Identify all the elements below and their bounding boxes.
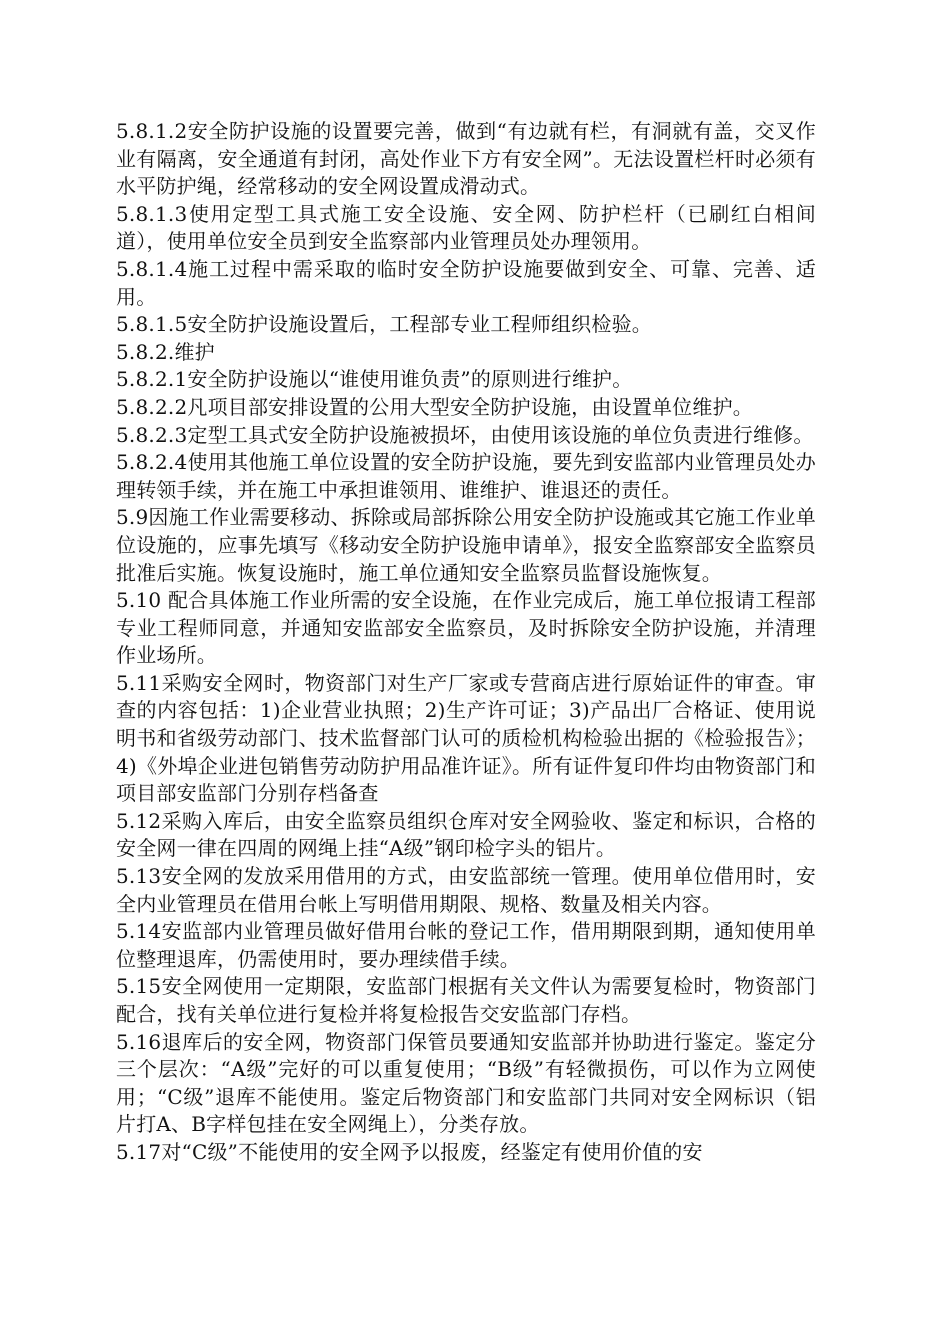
paragraph-5-13: 5.13安全网的发放采用借用的方式，由安监部统一管理。使用单位借用时，安全内业管理员在借用台帐上写明借用期限、规格、数量及相关内容。 [116,864,816,916]
paragraph-5-8-1-5: 5.8.1.5安全防护设施设置后，工程部专业工程师组织检验。 [116,312,652,337]
document-body [116,118,816,1167]
paragraph-5-10: 5.10 配合具体施工作业所需的安全设施，在作业完成后，施工单位报请工程部专业工程师同意，并通知安监部安全监察员，及时拆除安全防护设施，并清理作业场所。 [116,588,816,668]
paragraph-5-14: 5.14安监部内业管理员做好借用台帐的登记工作，借用期限到期，通知使用单位整理退库，仍需使用时，要办理续借手续。 [116,919,816,971]
paragraph-5-8-2-4: 5.8.2.4使用其他施工单位设置的安全防护设施，要先到安监部内业管理员处办理转领手续，并在施工中承担谁领用、谁维护、谁退还的责任。 [116,450,816,502]
paragraph-5-12: 5.12采购入库后，由安全监察员组织仓库对安全网验收、鉴定和标识，合格的安全网一律在四周的网绳上挂“A级”钢印检字头的铝片。 [116,808,816,861]
paragraph-5-8-1-4: 5.8.1.4施工过程中需采取的临时安全防护设施要做到安全、可靠、完善、适用。 [116,256,816,309]
paragraph-5-8-1-3: 5.8.1.3使用定型工具式施工安全设施、安全网、防护栏杆（已刷红白相间道），使用单位安全员到安全监察部内业管理员处办理领用。 [116,201,816,254]
paragraph-5-8-2-2: 5.8.2.2凡项目部安排设置的公用大型安全防护设施，由设置单位维护。 [116,394,753,419]
paragraph-5-16: 5.16退库后的安全网，物资部门保管员要通知安监部并协助进行鉴定。鉴定分三个层次：“A级”完好的可以重复使用；“B级”有轻微损伤，可以作为立网使用；“C级”退库不能使用。鉴定后物资部门和安监部门共同对安全网标识（铝片打A、B字样包挂在安全网绳上），分类存放。 [116,1029,816,1137]
paragraph-5-8-2-3: 5.8.2.3定型工具式安全防护设施被损坏，由使用该设施的单位负责进行维修。 [116,422,814,447]
paragraph-5-11: 5.11采购安全网时，物资部门对生产厂家或专营商店进行原始证件的审查。审查的内容包括：1)企业营业执照；2)生产许可证；3)产品出厂合格证、使用说明书和省级劳动部门、技术监督部门认可的质检机构检验出据的《检验报告》；4)《外埠企业进包销售劳动防护用品准许证》。所有证件复印件均由物资部门和项目部安监部门分别存档备查 [116,670,816,806]
paragraph-5-15: 5.15安全网使用一定期限，安监部门根据有关文件认为需要复检时，物资部门配合，找有关单位进行复检并将复检报告交安监部门存档。 [116,974,816,1026]
paragraph-5-8-1-2: 5.8.1.2安全防护设施的设置要完善，做到“有边就有栏，有洞就有盖，交叉作业有隔离，安全通道有封闭，高处作业下方有安全网”。无法设置栏杆时必须有水平防护绳，经常移动的安全网设置成滑动式。 [116,119,816,199]
paragraph-5-9: 5.9因施工作业需要移动、拆除或局部拆除公用安全防护设施或其它施工作业单位设施的，应事先填写《移动安全防护设施申请单》，报安全监察部安全监察员批准后实施。恢复设施时，施工单位通知安全监察员监督设施恢复。 [116,505,816,585]
paragraph-5-17: 5.17对“C级”不能使用的安全网予以报废，经鉴定有使用价值的安 [116,1139,703,1164]
section-heading-5-8-2: 5.8.2.维护 [116,339,215,364]
paragraph-5-8-2-1: 5.8.2.1安全防护设施以“谁使用谁负责”的原则进行维护。 [116,367,633,392]
